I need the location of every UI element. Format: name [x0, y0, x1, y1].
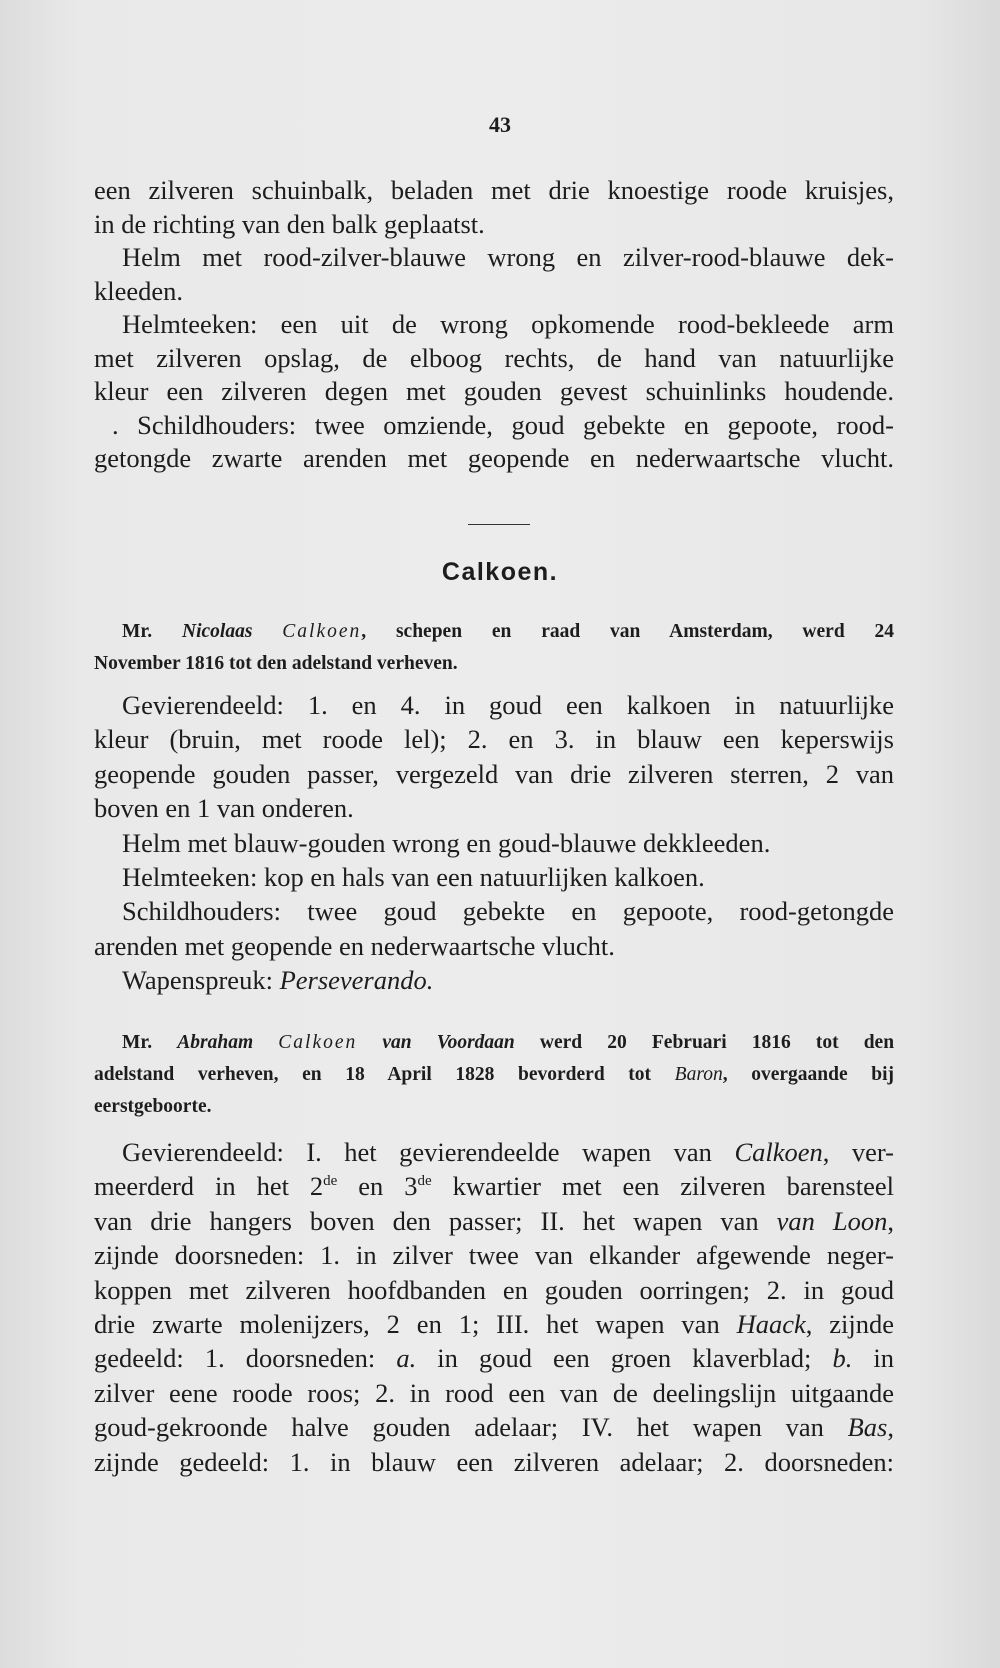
name-van-loon: van Loon — [776, 1205, 888, 1236]
text-line: in de richting van den balk geplaatst. — [94, 208, 485, 239]
page-number: 43 — [489, 112, 511, 137]
text-block-calkoen — [94, 688, 894, 998]
text-span: van drie hangers boven den passer; II. het wapen van — [94, 1205, 759, 1236]
motto-value: Perseverando. — [279, 965, 434, 996]
text-span: en 3 — [337, 1171, 418, 1202]
text-span: adelstand verheven, en 18 April 1828 bevorderd tot — [94, 1064, 652, 1085]
text-span: werd 20 Februari 1816 tot den — [539, 1032, 895, 1053]
text-span: , zijnde — [805, 1309, 894, 1340]
text-line: . Schildhouders: twee omziende, goud gebekte en gepoote, rood- — [112, 409, 894, 440]
text-span: Gevierendeeld: I. het gevierendeelde wapen van — [122, 1137, 712, 1167]
motto-label: Wapenspreuk: — [122, 965, 273, 996]
text-span: kwartier met een zilveren barensteel — [431, 1171, 894, 1202]
name-haack: Haack — [736, 1309, 806, 1340]
text-line — [94, 1135, 894, 1169]
text-span: , — [887, 1412, 894, 1443]
item-letter: a. — [396, 1343, 417, 1374]
item-letter: b. — [832, 1343, 853, 1374]
name-calkoen: Calkoen — [734, 1137, 823, 1167]
text-span: , overgaande bij — [722, 1064, 895, 1085]
text-block-top — [94, 174, 894, 476]
text-line: koppen met zilveren hoofdbanden en gouden oorringen; 2. in goud — [94, 1274, 894, 1305]
text-line: zijnde doorsneden: 1. in zilver twee van elkander afgewende neger- — [94, 1240, 894, 1271]
text-span: in goud een groen klaverblad; — [416, 1343, 812, 1374]
text-span: drie zwarte molenijzers, 2 en 1; III. het wapen van — [94, 1309, 720, 1340]
text-line — [94, 1169, 894, 1203]
text-line: Helmteeken: een uit de wrong opkomende rood-bekleede arm — [122, 309, 894, 339]
text-line — [94, 1204, 894, 1238]
prefix: Mr. — [122, 1032, 153, 1053]
text-span: gedeeld: 1. doorsneden: — [94, 1343, 376, 1374]
text-span: meerderd in het 2 — [94, 1171, 324, 1202]
text-line: arenden met geopende en nederwaartsche vlucht. — [94, 930, 615, 961]
text-line: Schildhouders: twee goud gebekte en gepoote, rood-getongde — [122, 896, 894, 927]
section-divider — [468, 524, 530, 525]
text-line — [94, 1059, 894, 1091]
text-line — [94, 1027, 894, 1059]
section-heading: Calkoen. — [441, 558, 559, 586]
place: Voordaan — [436, 1032, 515, 1053]
first-name: Nicolaas — [182, 621, 253, 642]
prefix: Mr. — [122, 621, 153, 642]
text-line: kleur (bruin, met roode lel); 2. en 3. in blauw een keperswijs — [94, 724, 894, 755]
first-name: Abraham — [177, 1032, 254, 1053]
text-line: Helm met blauw-gouden wrong en goud-blauwe dekkleeden. — [122, 827, 771, 858]
text-line: eerstgeboorte. — [94, 1096, 212, 1117]
text-span: , — [887, 1205, 895, 1236]
intro-paragraph-abraham — [94, 1027, 894, 1123]
text-line: zilver eene roode roos; 2. in rood een van de deelingslijn uitgaande — [94, 1377, 894, 1408]
text-line — [94, 1341, 894, 1375]
superscript: de — [417, 1173, 432, 1190]
surname: Calkoen — [278, 1032, 358, 1053]
text-line: kleeden. — [94, 275, 184, 306]
text-line: boven en 1 van onderen. — [94, 793, 354, 824]
text-line: getongde zwarte arenden met geopende en nederwaartsche vlucht. — [94, 443, 894, 473]
text-line: geopende gouden passer, vergezeld van drie zilveren sterren, 2 van — [94, 758, 894, 789]
text-line: met zilveren opslag, de elboog rechts, de hand van natuurlijke — [94, 342, 894, 373]
text-line: Helmteeken: kop en hals van een natuurlijken kalkoen. — [122, 862, 705, 893]
motto-line — [94, 963, 894, 997]
text-line: Gevierendeeld: 1. en 4. in goud een kalkoen in natuurlijke — [122, 690, 894, 720]
text-block-voordaan — [94, 1135, 894, 1479]
text-line — [94, 616, 894, 648]
text-line: kleur een zilveren degen met gouden gevest schuinlinks houdende. — [94, 376, 894, 406]
text-line: November 1816 tot den adelstand verheven. — [94, 653, 458, 674]
text-span: in — [852, 1343, 895, 1374]
text-span: , schepen en raad van Amsterdam, werd 24 — [361, 621, 895, 642]
text-line — [94, 1307, 894, 1341]
surname: Calkoen — [282, 621, 362, 642]
name-bas: Bas — [847, 1412, 888, 1443]
text-line — [94, 1410, 894, 1444]
text-line: Helm met rood-zilver-blauwe wrong en zilver-rood-blauwe dek- — [122, 242, 894, 272]
text-line: zijnde gedeeld: 1. in blauw een zilveren adelaar; 2. doorsneden: — [94, 1446, 894, 1477]
text-span: , ver- — [822, 1137, 894, 1167]
title: Baron — [674, 1064, 723, 1085]
superscript: de — [323, 1173, 338, 1190]
van: van — [382, 1032, 412, 1053]
text-line: een zilveren schuinbalk, beladen met drie knoestige roode kruisjes, — [94, 175, 894, 205]
text-span: goud-gekroonde halve gouden adelaar; IV. het wapen van — [94, 1412, 824, 1443]
intro-paragraph-nicolaas — [94, 616, 894, 680]
